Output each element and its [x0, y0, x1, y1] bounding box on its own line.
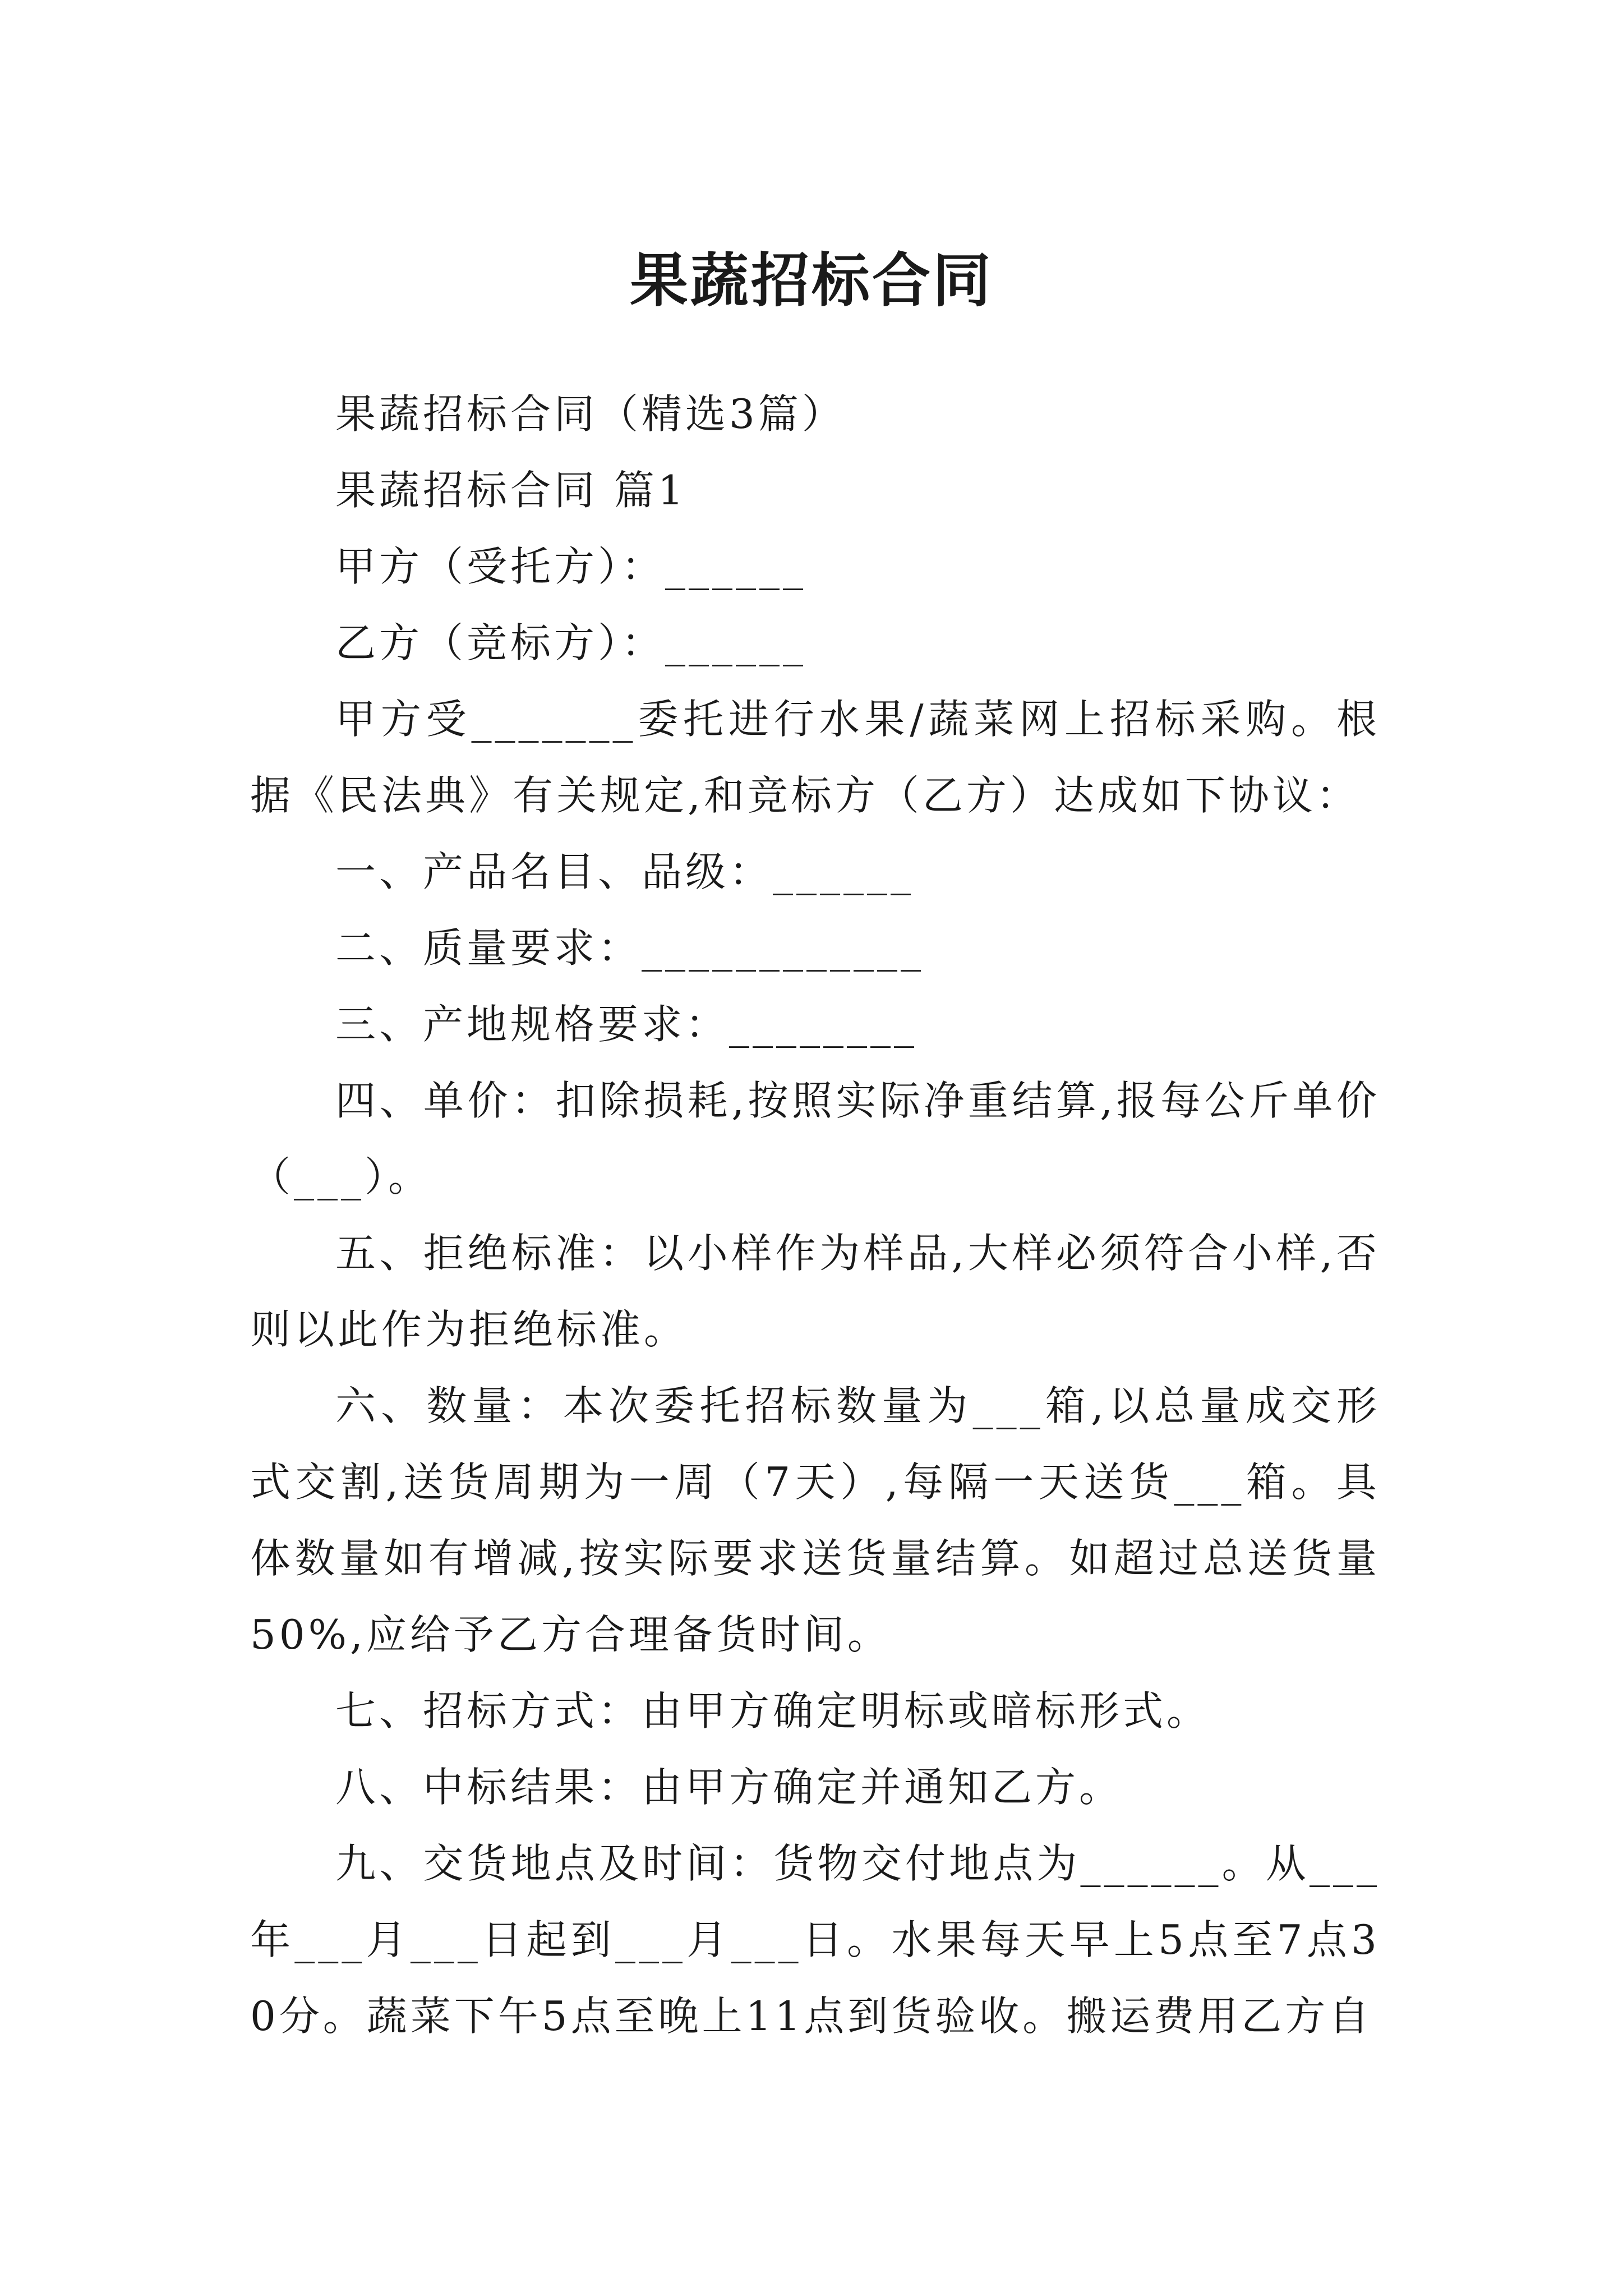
party-b-line: 乙方（竞标方）：______	[335, 619, 807, 666]
clause-8: 八、中标结果：由甲方确定并通知乙方。	[335, 1764, 1123, 1811]
intro-paragraph: 甲方受_______委托进行水果/蔬菜网上招标采购。根据《民法典》有关规定,和竞标方（乙方）达成如下协议：	[250, 696, 1380, 819]
clause-9: 九、交货地点及时间：货物交付地点为______。从___年___月___日起到___月___日。水果每天早上5点至7点30分。蔬菜下午5点至晚上11点到货验收。搬运费用乙方自	[250, 1840, 1380, 2040]
section-heading: 果蔬招标合同 篇1	[335, 467, 687, 514]
clause-5: 五、拒绝标准：以小样作为样品,大样必须符合小样,否则以此作为拒绝标准。	[250, 1230, 1380, 1353]
clause-2: 二、质量要求：____________	[335, 924, 925, 972]
clause-1: 一、产品名目、品级：______	[335, 848, 915, 895]
document-title: 果蔬招标合同	[629, 245, 993, 315]
document-subtitle: 果蔬招标合同（精选3篇）	[335, 390, 846, 438]
document-body	[250, 376, 1380, 2054]
clause-6: 六、数量：本次委托招标数量为___箱,以总量成交形式交割,送货周期为一周（7天）,每隔一天送货___箱。具体数量如有增减,按实际要求送货量结算。如超过总送货量50%,应给予乙方合理备货时间。	[250, 1382, 1380, 1658]
clause-4: 四、单价：扣除损耗,按照实际净重结算,报每公斤单价（___）。	[250, 1077, 1380, 1200]
clause-7: 七、招标方式：由甲方确定明标或暗标形式。	[335, 1687, 1211, 1734]
clause-3: 三、产地规格要求：________	[335, 1001, 918, 1048]
party-a-line: 甲方（受托方）：______	[335, 543, 807, 590]
